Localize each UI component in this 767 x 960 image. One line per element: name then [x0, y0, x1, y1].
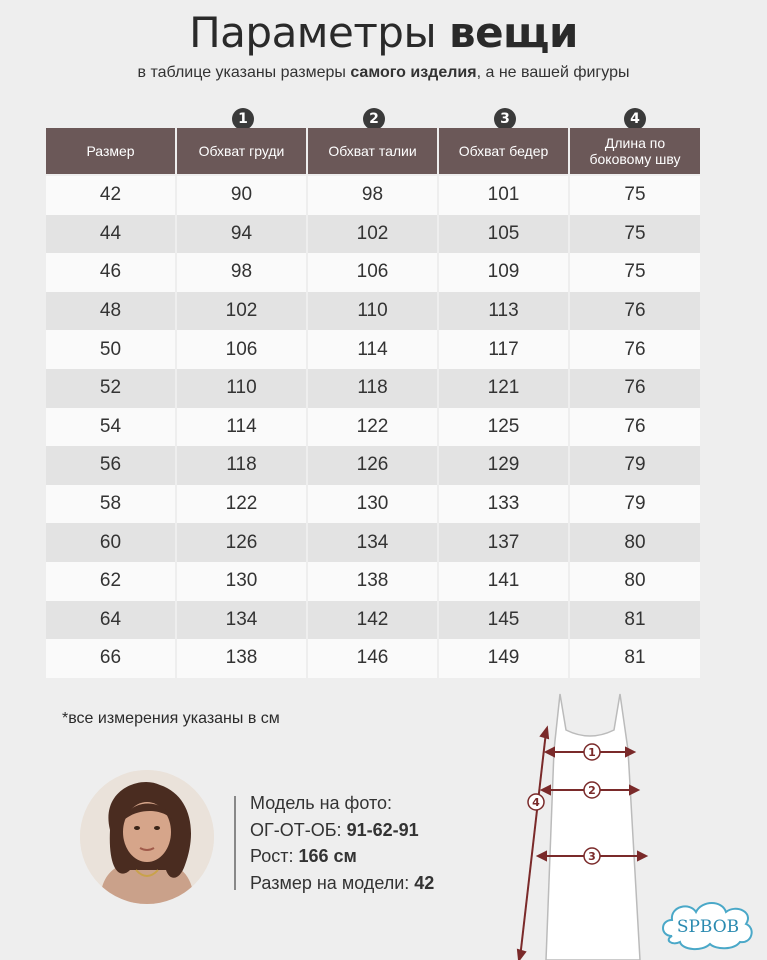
model-height-value: 166 см [298, 846, 357, 866]
table-cell: 109 [439, 253, 570, 292]
table-cell: 66 [46, 639, 177, 678]
table-cell: 126 [177, 523, 308, 562]
model-info-line2 [250, 817, 434, 844]
table-cell: 105 [439, 215, 570, 254]
model-size-label: Размер на модели: [250, 872, 415, 893]
table-cell: 122 [177, 485, 308, 524]
table-cell: 134 [177, 601, 308, 640]
table-cell: 81 [570, 601, 700, 640]
model-info [250, 790, 434, 896]
table-cell: 76 [570, 408, 700, 447]
table-cell: 54 [46, 408, 177, 447]
table-cell: 110 [177, 369, 308, 408]
model-info-line1: Модель на фото: [250, 793, 393, 813]
model-size-value: 42 [414, 872, 435, 893]
table-cell: 56 [46, 446, 177, 485]
page-title [0, 8, 767, 57]
model-info-line3 [250, 843, 434, 870]
table-cell: 114 [308, 330, 439, 369]
subtitle-part1: в таблице указаны размеры [137, 64, 351, 81]
table-cell: 48 [46, 292, 177, 331]
table-cell: 75 [570, 253, 700, 292]
table-cell: 58 [46, 485, 177, 524]
table-cell: 101 [439, 176, 570, 215]
table-cell: 121 [439, 369, 570, 408]
table-row [46, 523, 700, 562]
table-cell: 114 [177, 408, 308, 447]
table-cell: 130 [308, 485, 439, 524]
measurement-note: *все измерения указаны в см [62, 710, 280, 727]
table-cell: 98 [177, 253, 308, 292]
table-cell: 130 [177, 562, 308, 601]
table-cell: 118 [177, 446, 308, 485]
model-info-line4 [250, 870, 434, 897]
table-row [46, 446, 700, 485]
table-row [46, 369, 700, 408]
title-regular: Параметры [189, 8, 449, 57]
subtitle-part2: , а не вашей фигуры [476, 64, 630, 81]
table-cell: 94 [177, 215, 308, 254]
header-hips: Обхват бедер [439, 128, 570, 174]
diagram-label-2: 2 [588, 784, 596, 797]
table-cell: 141 [439, 562, 570, 601]
table-cell: 113 [439, 292, 570, 331]
header-length: Длина по боковому шву [589, 135, 681, 167]
table-cell: 79 [570, 446, 700, 485]
table-cell: 129 [439, 446, 570, 485]
header-waist: Обхват талии [308, 128, 439, 174]
table-cell: 138 [308, 562, 439, 601]
size-table-body [46, 176, 700, 678]
table-row [46, 601, 700, 640]
model-photo [80, 770, 214, 904]
table-row [46, 639, 700, 678]
header-size: Размер [46, 128, 177, 174]
table-cell: 98 [308, 176, 439, 215]
table-cell: 138 [177, 639, 308, 678]
table-cell: 80 [570, 523, 700, 562]
table-cell: 102 [308, 215, 439, 254]
table-cell: 106 [177, 330, 308, 369]
table-cell: 75 [570, 215, 700, 254]
table-cell: 75 [570, 176, 700, 215]
table-cell: 110 [308, 292, 439, 331]
model-measurements-value: 91-62-91 [346, 819, 419, 840]
table-cell: 80 [570, 562, 700, 601]
table-cell: 79 [570, 485, 700, 524]
table-header [46, 128, 700, 174]
table-cell: 62 [46, 562, 177, 601]
info-divider [234, 796, 236, 890]
table-cell: 46 [46, 253, 177, 292]
diagram-label-1: 1 [588, 746, 596, 759]
table-cell: 44 [46, 215, 177, 254]
spbob-watermark-logo [658, 896, 758, 952]
table-cell: 125 [439, 408, 570, 447]
table-row [46, 176, 700, 215]
table-row [46, 253, 700, 292]
table-cell: 52 [46, 369, 177, 408]
table-cell: 64 [46, 601, 177, 640]
table-cell: 76 [570, 292, 700, 331]
model-measurements-label: ОГ-ОТ-ОБ: [250, 819, 347, 840]
table-cell: 137 [439, 523, 570, 562]
header-chest: Обхват груди [177, 128, 308, 174]
table-cell: 76 [570, 369, 700, 408]
table-row [46, 562, 700, 601]
diagram-label-4: 4 [532, 796, 540, 809]
table-cell: 42 [46, 176, 177, 215]
table-cell: 146 [308, 639, 439, 678]
table-cell: 145 [439, 601, 570, 640]
table-cell: 106 [308, 253, 439, 292]
table-cell: 133 [439, 485, 570, 524]
table-row [46, 215, 700, 254]
table-cell: 122 [308, 408, 439, 447]
table-row [46, 330, 700, 369]
table-row [46, 485, 700, 524]
table-row [46, 408, 700, 447]
table-cell: 76 [570, 330, 700, 369]
table-cell: 149 [439, 639, 570, 678]
column-number-4: 4 [624, 108, 646, 130]
table-cell: 102 [177, 292, 308, 331]
title-bold: вещи [448, 8, 578, 57]
watermark-text: SPBOB [676, 917, 740, 937]
page-subtitle [0, 64, 767, 82]
column-number-3: 3 [494, 108, 516, 130]
diagram-label-3: 3 [588, 850, 596, 863]
table-cell: 126 [308, 446, 439, 485]
model-height-label: Рост: [250, 846, 299, 866]
table-cell: 142 [308, 601, 439, 640]
table-cell: 117 [439, 330, 570, 369]
table-cell: 90 [177, 176, 308, 215]
table-row [46, 292, 700, 331]
table-cell: 60 [46, 523, 177, 562]
table-cell: 81 [570, 639, 700, 678]
table-cell: 50 [46, 330, 177, 369]
column-number-1: 1 [232, 108, 254, 130]
table-cell: 134 [308, 523, 439, 562]
subtitle-bold: самого изделия [350, 64, 477, 81]
column-number-2: 2 [363, 108, 385, 130]
table-cell: 118 [308, 369, 439, 408]
